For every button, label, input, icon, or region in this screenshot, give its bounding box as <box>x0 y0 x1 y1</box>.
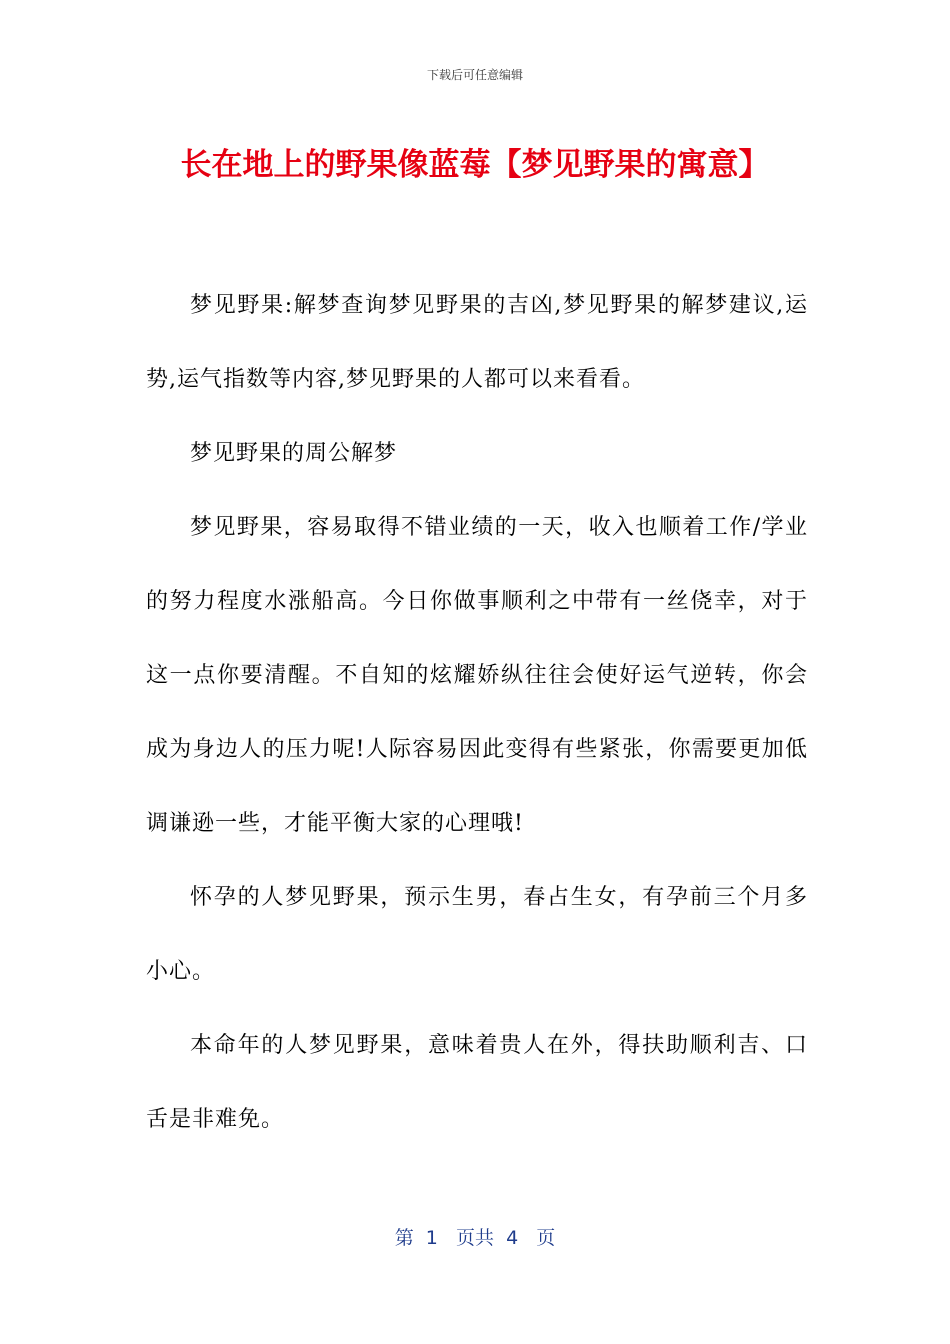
page-number-footer: 第 1 页共 4 页 <box>394 1227 556 1249</box>
paragraph-subheading: 梦见野果的周公解梦 <box>190 441 398 466</box>
paragraph-intro: 梦见野果:解梦查询梦见野果的吉凶,梦见野果的解梦建议,运势,运气指数等内容,梦见野果的人都可以来看看。 <box>146 293 808 392</box>
paragraph-pregnant: 怀孕的人梦见野果，预示生男，春占生女，有孕前三个月多小心。 <box>146 885 808 984</box>
header-note: 下载后可任意编辑 <box>426 68 523 82</box>
paragraph-benming-year: 本命年的人梦见野果，意味着贵人在外，得扶助顺利吉、口舌是非难免。 <box>146 1033 808 1132</box>
paragraph-interpretation: 梦见野果，容易取得不错业绩的一天，收入也顺着工作/学业的努力程度水涨船高。今日你做事顺利之中带有一丝侥幸，对于这一点你要清醒。不自知的炫耀娇纵往往会使好运气逆转，你会成为身边人的压力呢!人际容易因此变得有些紧张，你需要更加低调谦逊一些，才能平衡大家的心理哦! <box>146 515 808 836</box>
document-body <box>146 269 808 1157</box>
document-title: 长在地上的野果像蓝莓【梦见野果的寓意】 <box>180 147 770 183</box>
